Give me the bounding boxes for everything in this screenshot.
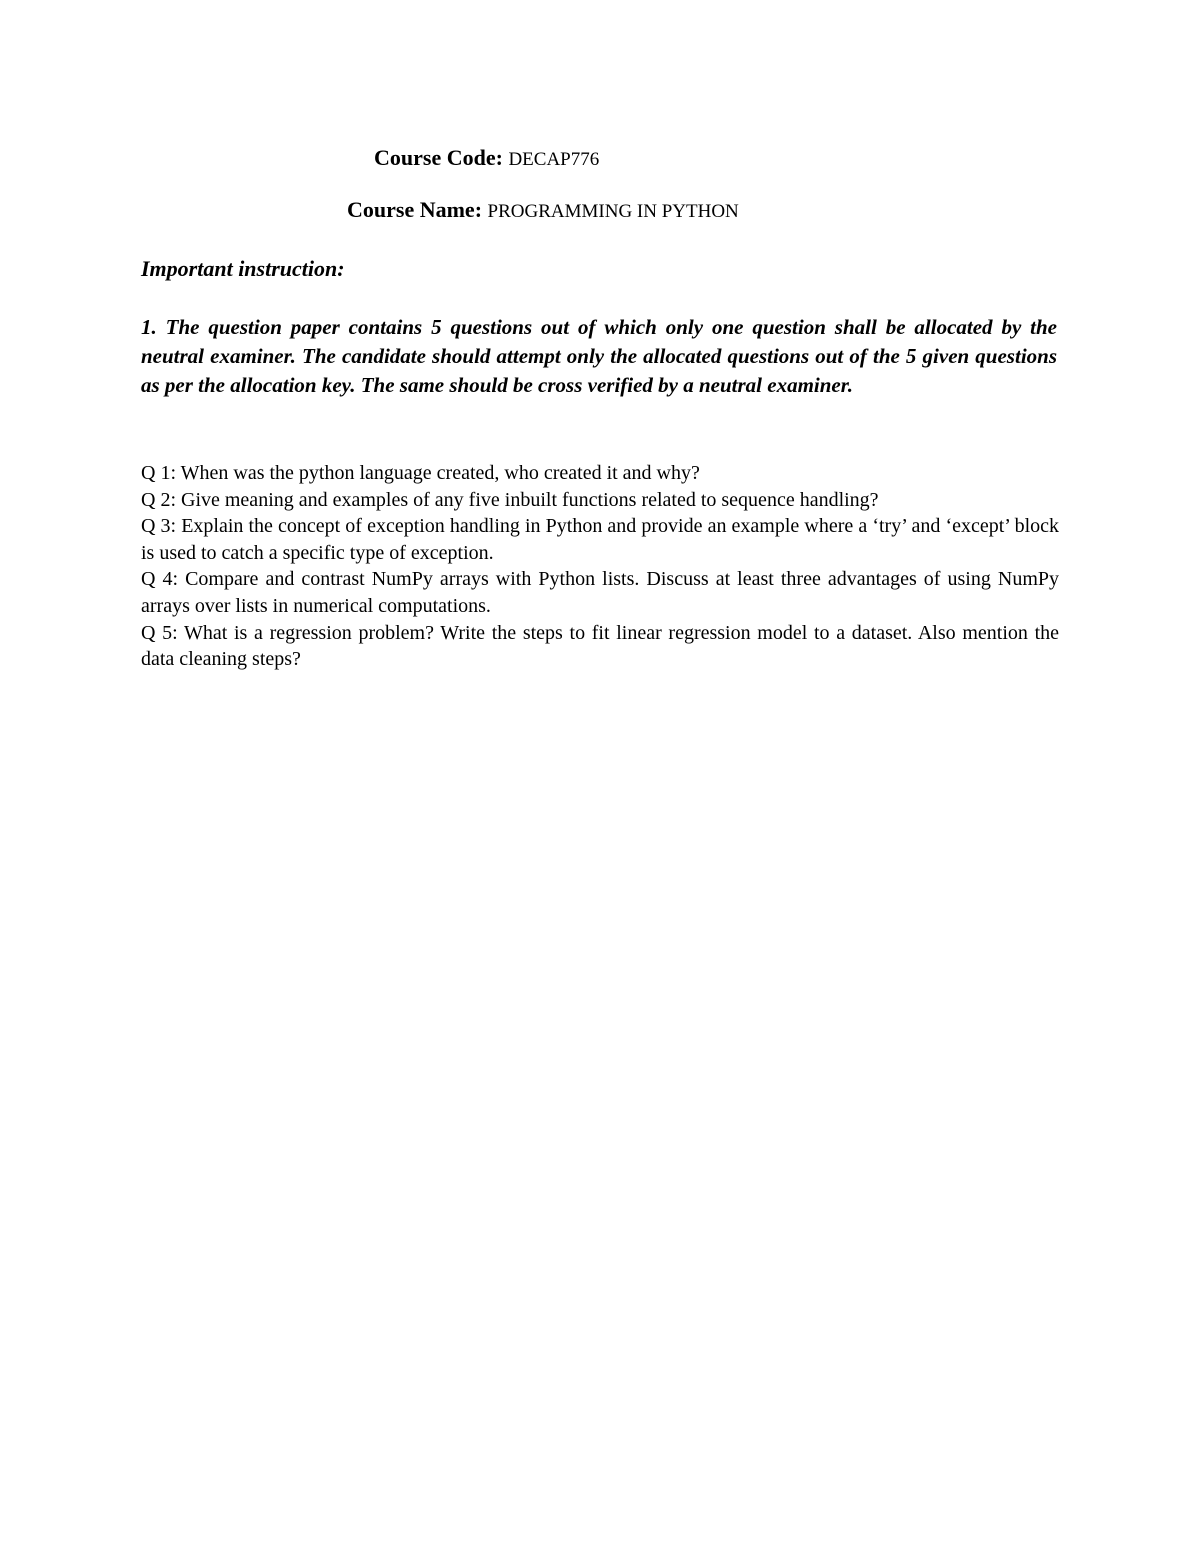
question-2: Q 2: Give meaning and examples of any five inbuilt functions related to sequence handling? — [141, 488, 879, 511]
course-code-line — [374, 144, 599, 174]
course-name-line — [347, 196, 739, 226]
question-4: Q 4: Compare and contrast NumPy arrays with Python lists. Discuss at least three advantages of using NumPy arrays over lists in numerical computations. — [141, 568, 1059, 617]
question-1: Q 1: When was the python language created, who created it and why? — [141, 462, 700, 484]
course-code-value: DECAP776 — [508, 149, 600, 170]
course-name-label: Course Name: — [347, 197, 483, 222]
instruction-text: 1. The question paper contains 5 questions out of which only one question shall be allocated by the neutral examiner. The candidate should attempt only the allocated questions out of the 5 given questions as per the allocation key. The same should be cross verified by a neutral examiner. — [141, 315, 1057, 397]
course-name-value: PROGRAMMING IN PYTHON — [487, 201, 739, 222]
question-3: Q 3: Explain the concept of exception handling in Python and provide an example where a ‘try’ and ‘except’ block is used to catch a specific type of exception. — [141, 515, 1059, 564]
question-list — [141, 460, 1059, 673]
course-code-label: Course Code: — [374, 145, 503, 170]
instruction-heading: Important instruction: — [141, 256, 345, 281]
question-5: Q 5: What is a regression problem? Write the steps to fit linear regression model to a dataset. Also mention the data cleaning steps? — [141, 621, 1059, 671]
